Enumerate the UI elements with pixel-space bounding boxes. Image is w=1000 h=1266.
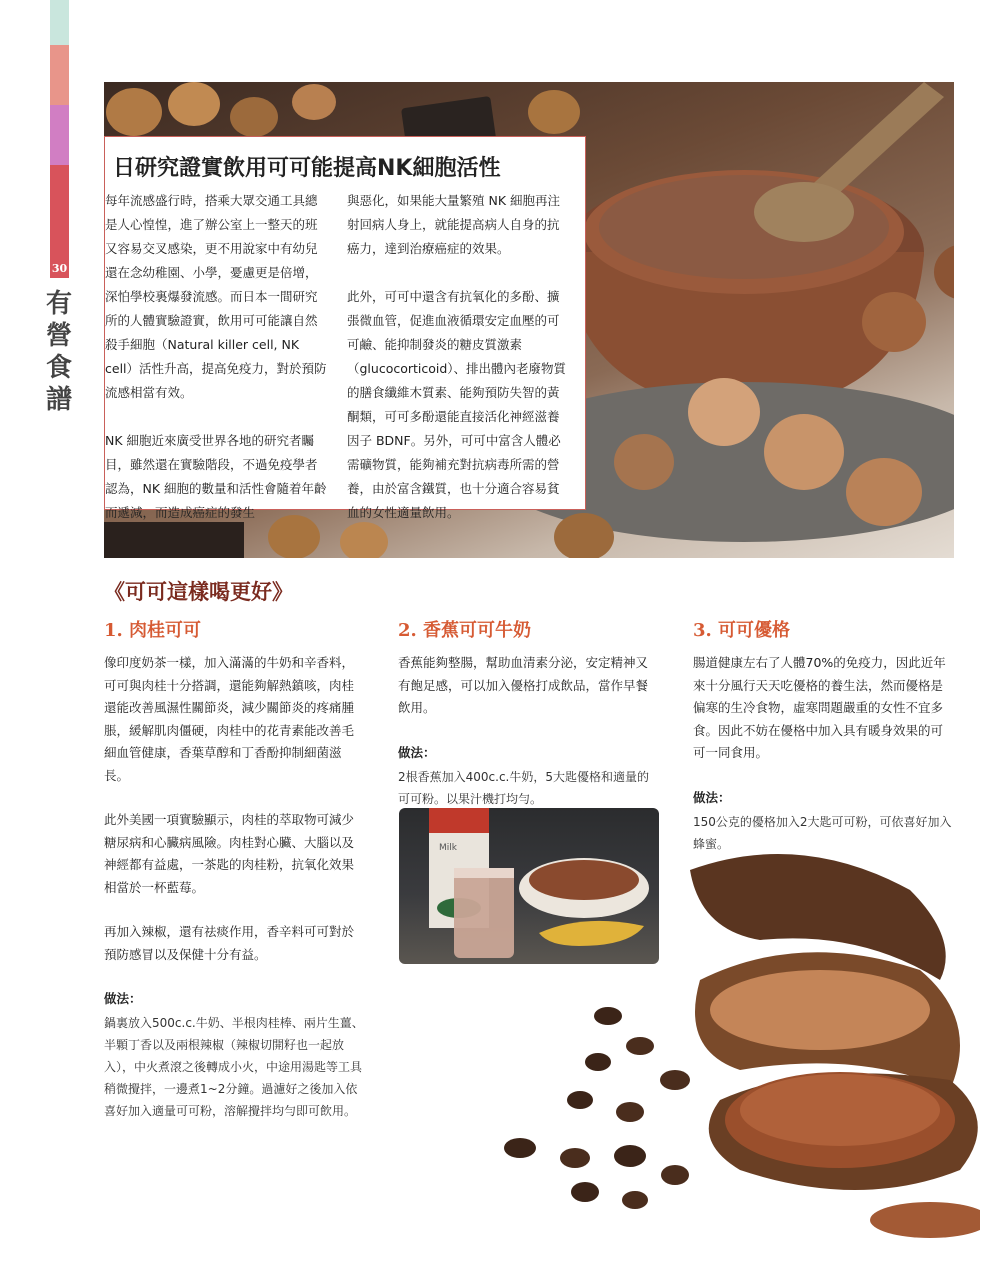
margin-color-strip-salmon <box>50 45 69 105</box>
margin-color-strip-mint <box>50 0 69 45</box>
feature-paragraph: NK 細胞近來廣受世界各地的研究者矚目，雖然還在實驗階段，不過免疫學者認為，NK 細胞的數量和活性會隨着年齡而遞減，而造成癌症的發生 <box>105 433 327 520</box>
method-label: 做法： <box>398 744 436 760</box>
page-number: 30 <box>50 260 69 278</box>
recipe-paragraph: 像印度奶茶一樣，加入滿滿的牛奶和辛香料，可可與肉桂十分搭調，還能夠解熱鎮咳，肉桂還能改善風濕性關節炎，減少關節炎的疼痛腫脹，緩解肌肉僵硬，肉桂中的花青素能改善毛細血管健康，香葉草醇和丁香酚抑制細菌滋長。 <box>104 655 355 783</box>
feature-paragraph: 每年流感盛行時，搭乘大眾交通工具總是人心惶惶，進了辦公室上一整天的班又容易交叉感染，更不用說家中有幼兒還在念幼稚園、小學，憂慮更是倍增，深怕學校裏爆發流感。而日本一間研究所的人體實驗證實，飲用可可能讓自然殺手細胞（Natural killer cell, NK cell）活性升高，提高免疫力，對於預防流感相當有效。 <box>105 193 327 400</box>
carton-label: Milk <box>439 843 457 853</box>
feature-right-column <box>347 189 569 549</box>
recipe-title: 1. 肉桂可可 <box>104 620 202 641</box>
feature-text-box <box>104 136 586 520</box>
recipe-paragraph: 此外美國一項實驗顯示，肉桂的萃取物可減少糖尿病和心臟病風險。肉桂對心臟、大腦以及神經都有益處，一茶匙的肉桂粉，抗氧化效果相當於一杯藍莓。 <box>104 812 355 895</box>
method-text: 150公克的優格加入2大匙可可粉，可依喜好加入蜂蜜。 <box>693 814 952 851</box>
feature-title: 日研究證實飲用可可能提高NK細胞活性 <box>113 156 501 181</box>
recipe-title: 3. 可可優格 <box>693 620 791 641</box>
column-title: 有營食譜 <box>45 289 72 415</box>
recipe-cocoa-yogurt <box>693 616 955 855</box>
feature-paragraph: 與惡化，如果能大量繁殖 NK 細胞再注射回病人身上，就能提高病人自身的抗癌力，達到治療癌症的效果。 <box>347 193 560 256</box>
method-label: 做法： <box>104 991 142 1006</box>
recipe-paragraph: 腸道健康左右了人體70%的免疫力，因此近年來十分風行天天吃優格的養生法，然而優格是偏寒的生冷食物，虛寒問題嚴重的女性不宜多食。因此不妨在優格中加入具有暖身效果的可可一同食用。 <box>693 655 946 760</box>
method-label: 做法： <box>693 789 731 805</box>
recipe-paragraph: 再加入辣椒，還有祛痰作用，香辛料可可對於預防感冒以及保健十分有益。 <box>104 924 355 962</box>
recipe-paragraph: 香蕉能夠整腸，幫助血清素分泌，安定精神又有飽足感，可以加入優格打成飲品，當作早餐飲用。 <box>398 655 649 715</box>
recipe-banana-cocoa-milk <box>398 616 660 810</box>
recipe-cinnamon-cocoa <box>104 616 366 1122</box>
recipe-title: 2. 香蕉可可牛奶 <box>398 620 532 641</box>
feature-paragraph: 此外，可可中還含有抗氧化的多酚、擴張微血管，促進血液循環安定血壓的可可鹼、能抑制發炎的糖皮質激素（glucocorticoid）、排出體內老廢物質的膳食纖維木質素、能夠預防失智的黃酮類，可可多酚還能直接活化神經滋養因子 BDNF。另外，可可中富含人體必需礦物質，能夠補充對抗病毒所需的營養，由於富含鐵質，也十分適合容易貧血的女性適量飲用。 <box>347 289 567 520</box>
feature-left-column <box>105 189 327 549</box>
margin-color-strip-pink <box>50 105 69 165</box>
photo-cocoa-pods <box>480 830 980 1250</box>
method-text: 2根香蕉加入400c.c.牛奶，5大匙優格和適量的可可粉。以果汁機打均勻。 <box>398 769 649 806</box>
margin-color-strip-red <box>50 165 69 260</box>
method-text: 鍋裏放入500c.c.牛奶、半根肉桂棒、兩片生薑、半顆丁香以及兩根辣椒（辣椒切開籽也一起放入），中火煮滾之後轉成小火，中途用湯匙等工具稍微攪拌，一邊煮1~2分鐘。過濾好之後加入依喜好加入適量可可粉，溶解攪拌均勻即可飲用。 <box>104 1016 364 1118</box>
recipes-section-title: 《可可這樣喝更好》 <box>104 580 293 604</box>
